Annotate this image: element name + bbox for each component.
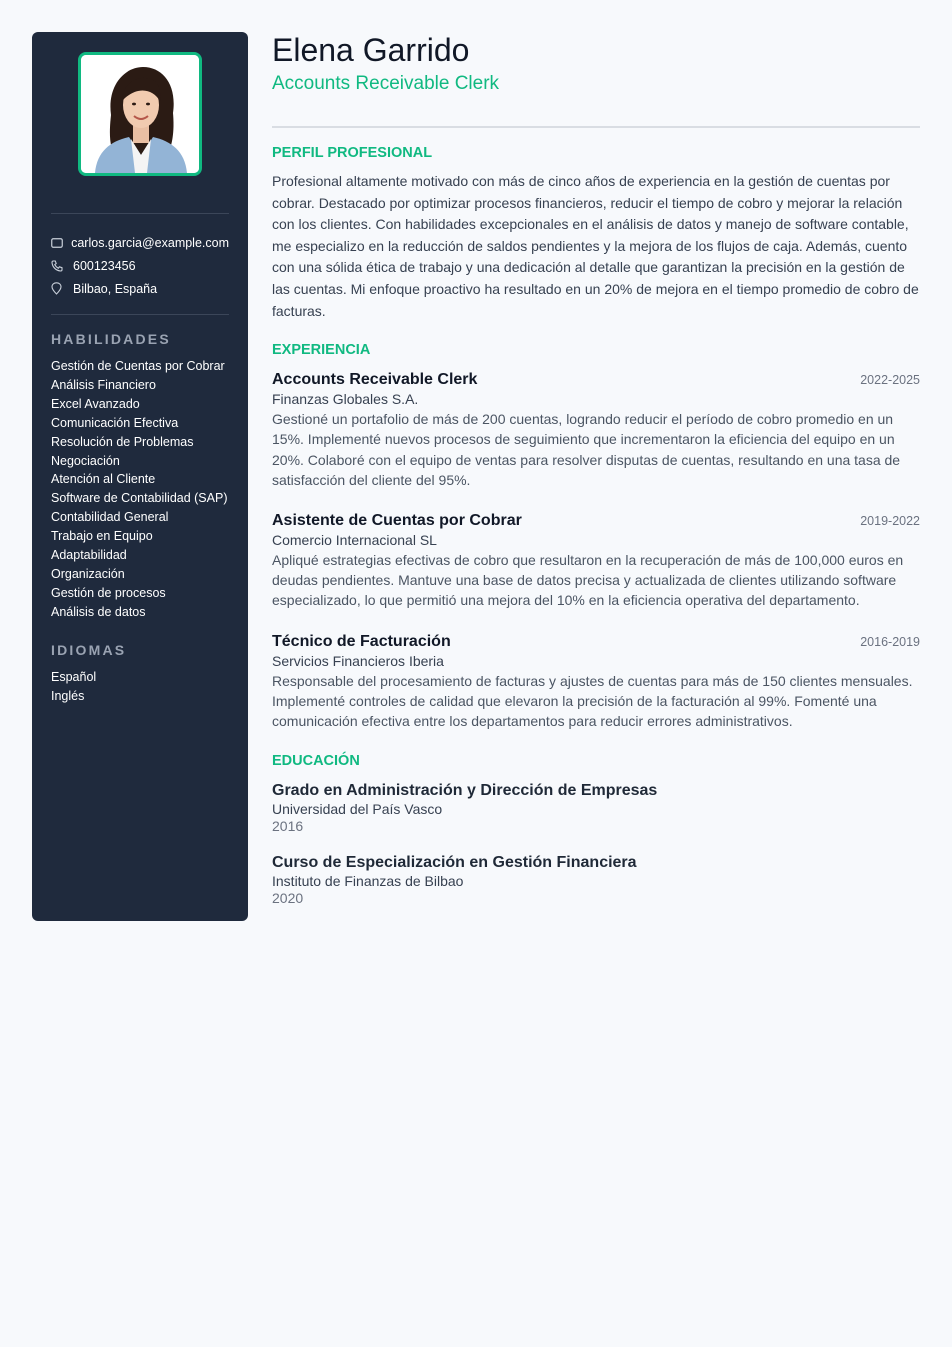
skills-title: HABILIDADES <box>51 331 171 347</box>
language-item: Inglés <box>51 688 85 703</box>
skill-item: Trabajo en Equipo <box>51 529 153 544</box>
languages-title: IDIOMAS <box>51 641 127 658</box>
skill-item: Adaptabilidad <box>51 548 127 563</box>
phone-icon <box>51 260 73 272</box>
job-title: Asistente de Cuentas por Cobrar <box>272 511 522 529</box>
skill-item: Software de Contabilidad (SAP) <box>51 491 228 506</box>
sidebar-divider <box>51 314 229 315</box>
job-company: Servicios Financieros Iberia <box>272 652 444 669</box>
skill-item: Contabilidad General <box>51 510 169 525</box>
job-entry <box>272 370 920 490</box>
degree-school: Universidad del País Vasco <box>272 801 443 818</box>
job-description: Responsable del procesamiento de facturas y ajustes de cuentas para más de 150 clientes mensuales. Implementé controles de calidad que elevaron la precisión de la facturación al 99%. Fomenté una comunicación efectiva entre los departamentos para reducir errores administrativos. <box>272 672 913 729</box>
candidate-name: Elena Garrido <box>272 32 470 68</box>
skills-list <box>51 357 229 622</box>
skill-item: Resolución de Problemas <box>51 434 194 449</box>
contact-phone[interactable] <box>51 254 229 277</box>
skill-item: Análisis Financiero <box>51 377 156 392</box>
job-entry <box>272 632 920 732</box>
avatar-illustration <box>81 55 199 173</box>
job-dates: 2019-2022 <box>860 513 920 528</box>
main-content <box>272 32 920 906</box>
candidate-role: Accounts Receivable Clerk <box>272 73 500 94</box>
sidebar <box>32 32 248 921</box>
mail-icon <box>51 238 71 248</box>
skill-item: Negociación <box>51 453 120 468</box>
profile-photo <box>78 52 202 176</box>
job-description: Gestioné un portafolio de más de 200 cuentas, logrando reducir el período de cobro promedio en un 15%. Implementé nuevos procesos de seguimiento que incrementaron la eficiencia del equipo en un 20%. Colaboré con el equipo de ventas para resolver disputas de cuentas, resultando en una tasa de satisfacción del cliente del 95%. <box>272 411 901 488</box>
skill-item: Excel Avanzado <box>51 396 140 411</box>
skill-item: Gestión de procesos <box>51 585 166 600</box>
header-divider <box>272 126 920 128</box>
job-entry <box>272 511 920 611</box>
degree-year: 2020 <box>272 890 304 907</box>
degree-school: Instituto de Finanzas de Bilbao <box>272 873 464 890</box>
job-title: Accounts Receivable Clerk <box>272 371 478 389</box>
profile-title: PERFIL PROFESIONAL <box>272 145 433 161</box>
experience-title: EXPERIENCIA <box>272 342 371 359</box>
job-dates: 2022-2025 <box>860 373 920 388</box>
phone-text: 600123456 <box>73 258 136 273</box>
skill-item: Análisis de datos <box>51 604 146 619</box>
languages-list <box>51 668 229 706</box>
contact-list <box>51 231 229 300</box>
education-title: EDUCACIÓN <box>272 753 360 770</box>
degree-title: Grado en Administración y Dirección de Empresas <box>272 782 658 800</box>
skill-item: Atención al Cliente <box>51 472 156 487</box>
education-entry <box>272 781 920 834</box>
job-title: Técnico de Facturación <box>272 632 451 650</box>
skill-item: Organización <box>51 566 125 581</box>
job-company: Comercio Internacional SL <box>272 531 437 548</box>
language-item: Español <box>51 669 97 684</box>
skill-item: Gestión de Cuentas por Cobrar <box>51 359 225 373</box>
job-company: Finanzas Globales S.A. <box>272 391 419 408</box>
contact-location <box>51 277 229 300</box>
location-text: Bilbao, España <box>73 281 158 296</box>
job-description: Apliqué estrategias efectivas de cobro que resultaron en la recuperación de más de 100,000 euros en deudas pendientes. Mantuve una base de datos precisa y actualizada de clientes utilizando software especializado, lo que permitió una mejora del 10% en la eficiencia operativa del departamento. <box>272 551 904 609</box>
skill-item: Comunicación Efectiva <box>51 415 179 430</box>
job-dates: 2016-2019 <box>860 634 920 649</box>
contact-email[interactable] <box>51 231 229 254</box>
education-entry <box>272 853 920 906</box>
email-text: carlos.garcia@example.com <box>71 235 229 250</box>
location-pin-icon <box>51 282 73 295</box>
degree-title: Curso de Especialización en Gestión Financiera <box>272 854 637 872</box>
sidebar-divider <box>51 213 229 214</box>
profile-text: Profesional altamente motivado con más de cinco años de experiencia en la gestión de cuentas por cobrar. Destacado por optimizar procesos financieros, reducir el tiempo de cobro y mejorar la relación con los clientes. Con habilidades excepcionales en el análisis de datos y manejo de software contable, me especializo en la reducción de saldos pendientes y la mejora de los flujos de caja. Además, cuento con una sólida ética de trabajo y una dedicación al detalle que garantizan la precisión en la gestión de las cuentas. Mi enfoque proactivo ha resultado en un 20% de mejora en el tiempo promedio de cobro de facturas. <box>272 173 919 319</box>
degree-year: 2016 <box>272 818 304 835</box>
